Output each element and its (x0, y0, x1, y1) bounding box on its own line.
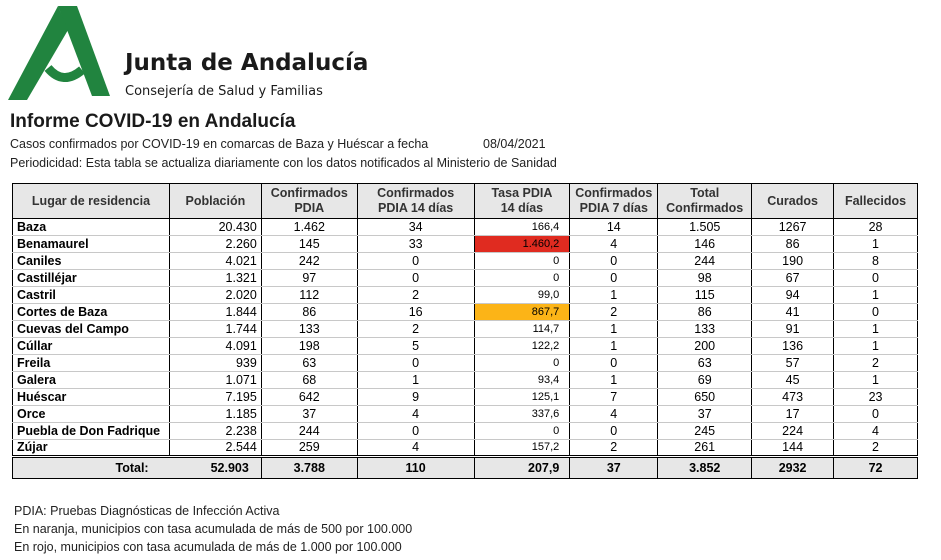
total-label: Total: 52.903 (13, 457, 262, 479)
cell-total: 1.505 (658, 219, 752, 236)
report-subtitle (10, 137, 546, 151)
cell-total: 146 (658, 236, 752, 253)
cell-conf7: 1 (570, 321, 658, 338)
cell-conf-pdia: 642 (261, 389, 357, 406)
cell-tasa: 1.460,2 (474, 236, 570, 253)
cell-name: Puebla de Don Fadrique (13, 423, 170, 440)
cell-curados: 45 (752, 372, 834, 389)
cell-fallecidos: 1 (834, 321, 918, 338)
cell-poblacion: 1.185 (169, 406, 261, 423)
cell-name: Zújar (13, 440, 170, 457)
header-fallecidos: Fallecidos (834, 184, 918, 219)
cell-tasa: 0 (474, 270, 570, 287)
cell-total: 63 (658, 355, 752, 372)
cell-conf-pdia: 259 (261, 440, 357, 457)
cell-conf-pdia: 63 (261, 355, 357, 372)
cell-fallecidos: 1 (834, 338, 918, 355)
cell-curados: 224 (752, 423, 834, 440)
cell-poblacion: 2.238 (169, 423, 261, 440)
cell-conf7: 7 (570, 389, 658, 406)
cell-tasa: 337,6 (474, 406, 570, 423)
cell-fallecidos: 23 (834, 389, 918, 406)
cell-conf-pdia: 133 (261, 321, 357, 338)
table-row (13, 270, 918, 287)
cell-name: Caniles (13, 253, 170, 270)
cell-name: Huéscar (13, 389, 170, 406)
cell-name: Castilléjar (13, 270, 170, 287)
cell-total: 200 (658, 338, 752, 355)
cell-conf14: 5 (357, 338, 474, 355)
cell-name: Baza (13, 219, 170, 236)
cell-poblacion: 2.544 (169, 440, 261, 457)
cell-curados: 86 (752, 236, 834, 253)
table-header-row (13, 184, 918, 219)
cell-poblacion: 7.195 (169, 389, 261, 406)
cell-fallecidos: 4 (834, 423, 918, 440)
cell-poblacion: 4.021 (169, 253, 261, 270)
cell-poblacion: 4.091 (169, 338, 261, 355)
cell-curados: 136 (752, 338, 834, 355)
cell-tasa: 166,4 (474, 219, 570, 236)
cell-conf7: 1 (570, 287, 658, 304)
footnote: En naranja, municipios con tasa acumulada de más de 500 por 100.000 (14, 522, 413, 536)
total-conf7: 37 (570, 457, 658, 479)
cell-conf7: 0 (570, 270, 658, 287)
cell-conf14: 0 (357, 253, 474, 270)
header-lugar: Lugar de residencia (13, 184, 170, 219)
table-row (13, 406, 918, 423)
cell-conf7: 2 (570, 440, 658, 457)
cell-total: 650 (658, 389, 752, 406)
cell-total: 69 (658, 372, 752, 389)
report-date: 08/04/2021 (483, 137, 546, 151)
table-body (13, 219, 918, 457)
cell-poblacion: 1.744 (169, 321, 261, 338)
cell-tasa: 0 (474, 423, 570, 440)
cell-curados: 190 (752, 253, 834, 270)
footnote: PDIA: Pruebas Diagnósticas de Infección Activa (14, 504, 280, 518)
cell-conf14: 4 (357, 406, 474, 423)
cell-name: Benamaurel (13, 236, 170, 253)
total-conf-pdia: 3.788 (261, 457, 357, 479)
cell-fallecidos: 1 (834, 287, 918, 304)
cell-fallecidos: 0 (834, 270, 918, 287)
cell-name: Cortes de Baza (13, 304, 170, 321)
cell-poblacion: 2.020 (169, 287, 261, 304)
cell-poblacion: 20.430 (169, 219, 261, 236)
cell-curados: 94 (752, 287, 834, 304)
cell-curados: 57 (752, 355, 834, 372)
cell-total: 98 (658, 270, 752, 287)
table-row (13, 355, 918, 372)
header-tasa-14: Tasa PDIA 14 días (474, 184, 570, 219)
cell-name: Castril (13, 287, 170, 304)
table-total-row (13, 457, 918, 479)
cell-conf14: 16 (357, 304, 474, 321)
cell-poblacion: 1.844 (169, 304, 261, 321)
cell-tasa: 125,1 (474, 389, 570, 406)
cell-total: 244 (658, 253, 752, 270)
cell-tasa: 99,0 (474, 287, 570, 304)
cell-conf-pdia: 97 (261, 270, 357, 287)
cell-curados: 1267 (752, 219, 834, 236)
cell-fallecidos: 2 (834, 355, 918, 372)
cell-total: 261 (658, 440, 752, 457)
cell-conf14: 2 (357, 287, 474, 304)
cell-poblacion: 2.260 (169, 236, 261, 253)
total-tasa: 207,9 (474, 457, 570, 479)
header-poblacion: Población (169, 184, 261, 219)
cell-total: 245 (658, 423, 752, 440)
header (8, 6, 368, 102)
cell-poblacion: 1.071 (169, 372, 261, 389)
table-row (13, 304, 918, 321)
cell-conf-pdia: 37 (261, 406, 357, 423)
cell-fallecidos: 0 (834, 406, 918, 423)
cell-curados: 473 (752, 389, 834, 406)
cell-tasa: 114,7 (474, 321, 570, 338)
cell-conf14: 0 (357, 270, 474, 287)
cell-conf14: 1 (357, 372, 474, 389)
cell-tasa: 0 (474, 253, 570, 270)
total-total: 3.852 (658, 457, 752, 479)
subtitle-text: Casos confirmados por COVID-19 en comarcas de Baza y Huéscar a fecha (10, 137, 429, 151)
report-periodicity: Periodicidad: Esta tabla se actualiza diariamente con los datos notificados al Ministerio de Sanidad (10, 156, 557, 170)
cell-conf-pdia: 86 (261, 304, 357, 321)
cell-total: 133 (658, 321, 752, 338)
junta-andalucia-logo-icon (8, 6, 110, 100)
org-name: Junta de Andalucía (125, 50, 369, 76)
cell-name: Galera (13, 372, 170, 389)
cell-conf14: 2 (357, 321, 474, 338)
cell-conf-pdia: 1.462 (261, 219, 357, 236)
cell-conf7: 2 (570, 304, 658, 321)
cell-curados: 41 (752, 304, 834, 321)
cell-curados: 67 (752, 270, 834, 287)
cell-conf7: 0 (570, 423, 658, 440)
cell-fallecidos: 1 (834, 236, 918, 253)
header-confirmados-7: Confirmados PDIA 7 días (570, 184, 658, 219)
cell-conf7: 1 (570, 372, 658, 389)
cell-conf7: 0 (570, 253, 658, 270)
header-total-confirmados: Total Confirmados (658, 184, 752, 219)
cell-name: Orce (13, 406, 170, 423)
covid-table (12, 183, 918, 479)
header-confirmados-pdia: Confirmados PDIA (261, 184, 357, 219)
table-row (13, 423, 918, 440)
table-row (13, 253, 918, 270)
table-row (13, 372, 918, 389)
cell-conf-pdia: 242 (261, 253, 357, 270)
cell-conf14: 9 (357, 389, 474, 406)
cell-conf-pdia: 198 (261, 338, 357, 355)
org-subtitle: Consejería de Salud y Familias (125, 84, 323, 99)
cell-conf7: 4 (570, 406, 658, 423)
cell-conf-pdia: 244 (261, 423, 357, 440)
total-conf14: 110 (357, 457, 474, 479)
cell-conf7: 1 (570, 338, 658, 355)
cell-name: Cúllar (13, 338, 170, 355)
cell-conf-pdia: 145 (261, 236, 357, 253)
cell-total: 37 (658, 406, 752, 423)
cell-conf14: 4 (357, 440, 474, 457)
cell-conf7: 0 (570, 355, 658, 372)
cell-tasa: 122,2 (474, 338, 570, 355)
cell-poblacion: 1.321 (169, 270, 261, 287)
cell-total: 86 (658, 304, 752, 321)
total-fallecidos: 72 (834, 457, 918, 479)
cell-fallecidos: 8 (834, 253, 918, 270)
cell-conf-pdia: 68 (261, 372, 357, 389)
total-curados: 2932 (752, 457, 834, 479)
cell-conf14: 34 (357, 219, 474, 236)
cell-tasa: 157,2 (474, 440, 570, 457)
cell-total: 115 (658, 287, 752, 304)
cell-tasa: 867,7 (474, 304, 570, 321)
table-row (13, 236, 918, 253)
table-row (13, 219, 918, 236)
table-row (13, 321, 918, 338)
table-row (13, 287, 918, 304)
cell-poblacion: 939 (169, 355, 261, 372)
cell-fallecidos: 1 (834, 372, 918, 389)
cell-name: Cuevas del Campo (13, 321, 170, 338)
cell-tasa: 93,4 (474, 372, 570, 389)
footnotes (14, 502, 412, 556)
cell-conf14: 0 (357, 355, 474, 372)
cell-conf-pdia: 112 (261, 287, 357, 304)
cell-fallecidos: 0 (834, 304, 918, 321)
cell-tasa: 0 (474, 355, 570, 372)
cell-curados: 17 (752, 406, 834, 423)
header-curados: Curados (752, 184, 834, 219)
footnote: En rojo, municipios con tasa acumulada de más de 1.000 por 100.000 (14, 540, 402, 554)
report-title: Informe COVID-19 en Andalucía (10, 111, 296, 132)
cell-conf14: 33 (357, 236, 474, 253)
cell-name: Freila (13, 355, 170, 372)
cell-fallecidos: 2 (834, 440, 918, 457)
cell-conf7: 14 (570, 219, 658, 236)
table-row (13, 440, 918, 457)
cell-conf14: 0 (357, 423, 474, 440)
table-row (13, 389, 918, 406)
cell-fallecidos: 28 (834, 219, 918, 236)
cell-curados: 91 (752, 321, 834, 338)
cell-curados: 144 (752, 440, 834, 457)
header-confirmados-14: Confirmados PDIA 14 días (357, 184, 474, 219)
table-row (13, 338, 918, 355)
cell-conf7: 4 (570, 236, 658, 253)
